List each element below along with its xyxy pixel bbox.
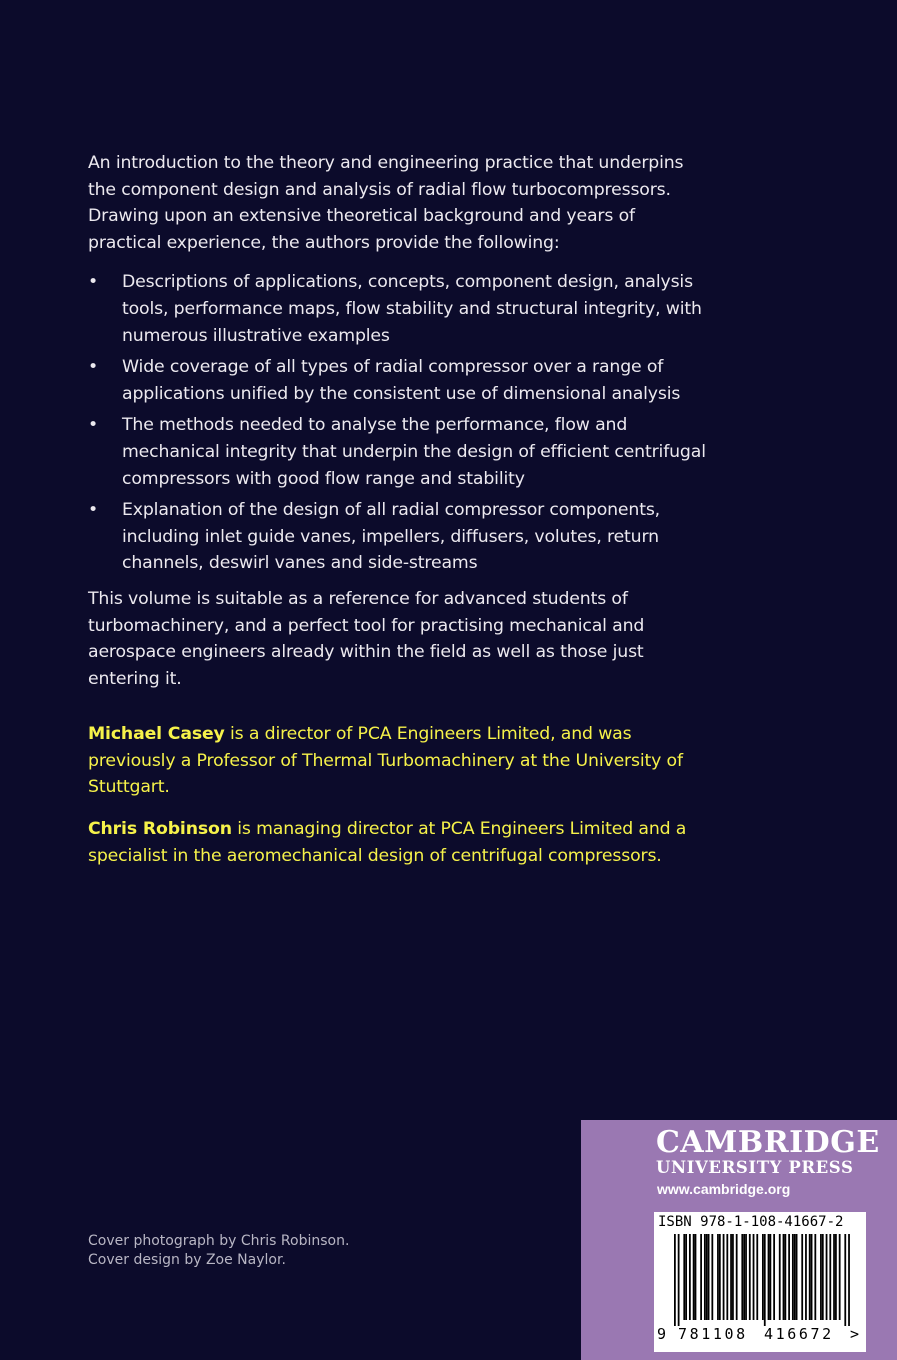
outro-paragraph: This volume is suitable as a reference for advanced students of turbomachinery, and a perfect tool for practising mechanical and aerospace engineers already within the field as well as those just entering it. — [88, 588, 645, 689]
barcode-bar — [726, 1234, 728, 1320]
barcode — [654, 1212, 866, 1352]
barcode-bar — [736, 1234, 738, 1320]
barcode-bar — [769, 1234, 771, 1320]
barcode-bar — [745, 1234, 747, 1320]
barcode-bar — [743, 1234, 745, 1320]
barcode-bar — [801, 1234, 803, 1320]
barcode-bar — [783, 1234, 785, 1320]
barcode-bar — [704, 1234, 706, 1320]
barcode-bar — [711, 1234, 713, 1320]
barcode-bar — [700, 1234, 702, 1320]
barcode-bar — [848, 1234, 850, 1326]
barcode-bar — [756, 1234, 758, 1320]
barcode-bar — [811, 1234, 813, 1320]
barcode-bar — [730, 1234, 732, 1320]
barcode-bar — [784, 1234, 786, 1320]
design-credit: Cover design by Zoe Naylor. — [88, 1252, 286, 1268]
barcode-bar — [792, 1234, 794, 1320]
publisher-url: www.cambridge.org — [657, 1181, 791, 1197]
barcode-bar — [820, 1234, 822, 1320]
barcode-bar — [678, 1234, 680, 1326]
list-item: • Explanation of the design of all radial compressor components, including inlet guide vanes, impellers, diffusers, volutes, return channels, deswirl vanes and side-streams — [88, 497, 708, 577]
list-item: • Wide coverage of all types of radial compressor over a range of applications unified by the consistent use of dimensional analysis — [88, 354, 708, 407]
barcode-bar — [717, 1234, 719, 1320]
barcode-bar — [706, 1234, 708, 1320]
author-bio-text: is a director of PCA Engineers Limited, and was previously a Professor of Thermal Turbomachinery at the University of Stuttgart. — [88, 724, 683, 798]
barcode-bar — [723, 1234, 725, 1320]
publisher-name: CAMBRIDGE — [656, 1125, 880, 1160]
barcode-bar — [753, 1234, 755, 1320]
author-name: Chris Robinson — [88, 819, 232, 840]
barcode-bar — [695, 1234, 697, 1320]
barcode-bar — [794, 1234, 796, 1320]
barcode-bar — [674, 1234, 676, 1326]
author-name: Michael Casey — [88, 724, 225, 745]
feature-list — [88, 269, 708, 577]
barcode-bar — [685, 1234, 687, 1320]
barcode-lead-digit: 9 — [657, 1325, 667, 1343]
author-bio-robinson — [88, 816, 708, 869]
back-cover-text — [88, 150, 708, 869]
barcode-bar — [805, 1234, 807, 1320]
bullet-icon: • — [88, 357, 99, 378]
bullet-icon: • — [88, 415, 99, 436]
barcode-bar — [809, 1234, 811, 1320]
barcode-bar — [741, 1234, 743, 1320]
barcode-bar — [683, 1234, 685, 1320]
barcode-bar — [764, 1234, 766, 1326]
barcode-bar — [732, 1234, 734, 1320]
cover-credits — [88, 1232, 349, 1270]
barcode-bar — [796, 1234, 798, 1320]
barcode-bar — [833, 1234, 835, 1320]
barcode-bar — [689, 1234, 691, 1320]
barcode-bar — [788, 1234, 790, 1320]
barcode-bar — [829, 1234, 831, 1320]
barcode-bar — [693, 1234, 695, 1320]
barcode-bar — [839, 1234, 841, 1320]
barcode-bar — [708, 1234, 710, 1320]
publisher-panel — [581, 1120, 897, 1360]
barcode-right-group: 416672 — [764, 1325, 834, 1343]
bullet-icon: • — [88, 500, 99, 521]
barcode-left-group: 781108 — [678, 1325, 748, 1343]
publisher-subname: UNIVERSITY PRESS — [656, 1158, 854, 1177]
barcode-bar — [773, 1234, 775, 1320]
barcode-bar — [779, 1234, 781, 1320]
bullet-icon: • — [88, 272, 99, 293]
list-item: • Descriptions of applications, concepts, component design, analysis tools, performance maps, flow stability and structural integrity, with numerous illustrative examples — [88, 269, 708, 349]
barcode-bar — [719, 1234, 721, 1320]
barcode-bar — [749, 1234, 751, 1320]
barcode-trail-mark: > — [850, 1325, 860, 1343]
author-bio-text: is managing director at PCA Engineers Limited and a specialist in the aeromechanical design of centrifugal compressors. — [88, 819, 687, 866]
barcode-bar — [814, 1234, 816, 1320]
isbn-label: ISBN 978-1-108-41667-2 — [658, 1214, 844, 1230]
author-bio-casey — [88, 721, 708, 801]
barcode-bars — [674, 1234, 850, 1326]
barcode-bar — [835, 1234, 837, 1320]
list-item: • The methods needed to analyse the performance, flow and mechanical integrity that underpin the design of efficient centrifugal compressors with good flow range and stability — [88, 412, 708, 492]
barcode-bar — [844, 1234, 846, 1326]
barcode-bar — [822, 1234, 824, 1320]
barcode-bar — [826, 1234, 828, 1320]
intro-paragraph: An introduction to the theory and engineering practice that underpins the component design and analysis of radial flow turbocompressors. Drawing upon an extensive theoretical background and years of practical experience, the authors provide the following: — [88, 153, 684, 253]
photo-credit: Cover photograph by Chris Robinson. — [88, 1233, 350, 1249]
barcode-bar — [762, 1234, 764, 1320]
barcode-bar — [768, 1234, 770, 1320]
